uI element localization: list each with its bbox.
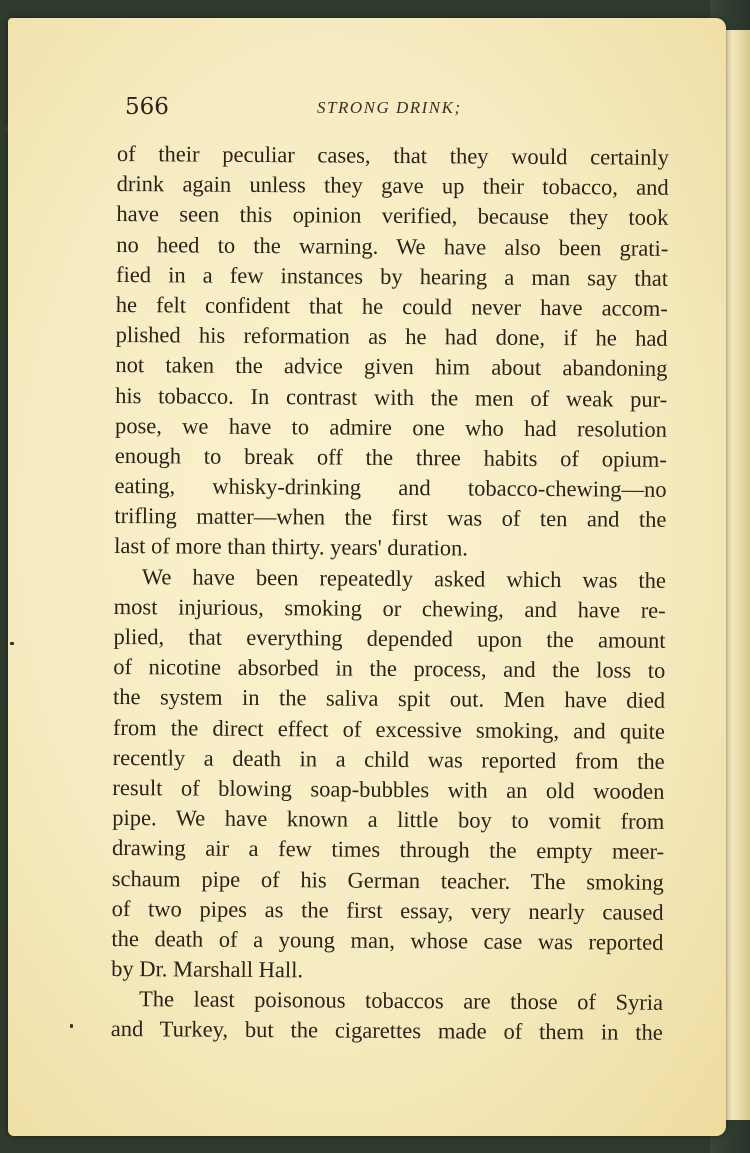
text-line: the death of a young man, whose case was reported xyxy=(111,925,664,955)
text-line: We have been repeatedly asked which was the xyxy=(141,563,667,593)
text-line: drink again unless they gave up their tobacco, and xyxy=(116,171,669,201)
text-line: schaum pipe of his German teacher. The smoking xyxy=(111,865,664,895)
text-line: and Turkey, but the cigarettes made of them in the xyxy=(110,1016,663,1046)
text-line: fied in a few instances by hearing a man say that xyxy=(115,261,669,291)
text-line: from the direct effect of excessive smoking, and quite xyxy=(112,714,665,744)
page-number: 566 xyxy=(125,94,169,120)
margin-speck xyxy=(10,642,14,645)
text-line: last of more than thirty. years' duration. xyxy=(114,533,468,561)
running-title: STRONG DRINK; xyxy=(317,98,462,117)
text-line: of their peculiar cases, that they would certainly xyxy=(116,140,669,170)
text-line: enough to break off the three habits of opium- xyxy=(114,442,667,472)
text-line: The least poisonous tobaccos are those of Syria xyxy=(138,986,664,1016)
text-line: trifling matter—when the first was of ten and the xyxy=(114,503,667,533)
text-line: recently a death in a child was reported from the xyxy=(112,744,665,774)
text-line: of two pipes as the first essay, very nearly caused xyxy=(111,895,664,925)
margin-speck xyxy=(70,1024,73,1028)
text-line: no heed to the warning. We have also been grati- xyxy=(116,231,669,261)
text-line: by Dr. Marshall Hall. xyxy=(111,956,304,983)
text-line: pipe. We have known a little boy to vomit from xyxy=(112,805,665,834)
text-line: drawing air a few times through the empty meer- xyxy=(111,835,665,865)
text-line: he felt confident that he could never have accom- xyxy=(115,291,668,321)
running-head xyxy=(117,94,657,124)
text-line: have seen this opinion verified, because they took xyxy=(116,201,669,231)
text-line: the system in the saliva spit out. Men have died xyxy=(113,684,666,714)
text-line: pose, we have to admire one who had resolution xyxy=(114,412,668,442)
text-line: most injurious, smoking or chewing, and have re- xyxy=(113,593,666,623)
margin-speck xyxy=(5,125,8,134)
text-line: not taken the advice given him about abandoning xyxy=(115,352,668,382)
text-line: result of blowing soap-bubbles with an old wooden xyxy=(112,774,665,804)
text-line: plished his reformation as he had done, if he had xyxy=(115,322,668,351)
text-line: of nicotine absorbed in the process, and the loss to xyxy=(113,654,666,684)
text-line: eating, whisky-drinking and tobacco-chewing—no xyxy=(114,473,667,502)
text-line: his tobacco. In contrast with the men of weak pur- xyxy=(115,382,668,412)
text-line: plied, that everything depended upon the amount xyxy=(113,623,666,653)
body-text xyxy=(111,139,669,1048)
